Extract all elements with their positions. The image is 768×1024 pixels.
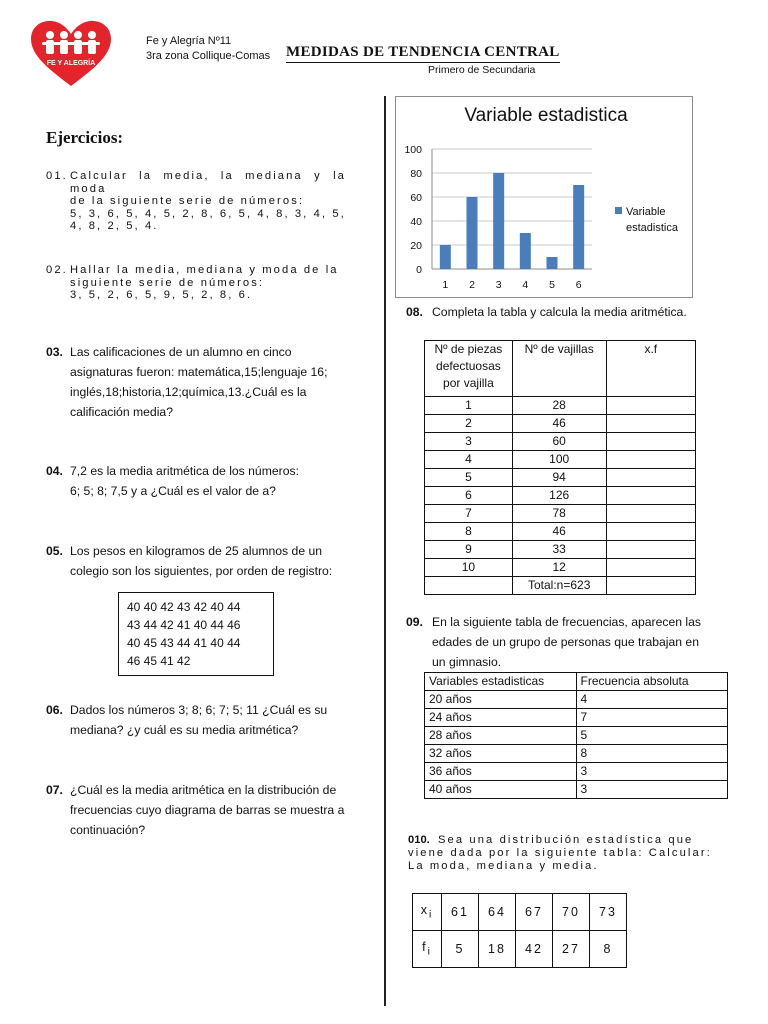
table-cell: 24 años: [425, 709, 577, 727]
section-title: Ejercicios:: [46, 128, 124, 147]
exercise-line: 6; 5; 8; 7,5 y a ¿Cuál es el valor de a?: [70, 484, 276, 498]
bar: [520, 233, 531, 269]
table-cell: 64: [479, 894, 516, 931]
exercise-line: un gimnasio.: [432, 655, 502, 669]
page-title: MEDIDAS DE TENDENCIA CENTRAL: [286, 44, 560, 63]
table-row: [425, 541, 696, 559]
table-row: [425, 469, 696, 487]
exercise-line: mediana? ¿y cuál es su media aritmética?: [70, 723, 299, 737]
bar: [467, 197, 478, 269]
table-cell: 27: [553, 931, 590, 968]
exercise-line: Calcular la media, la mediana y la moda: [70, 170, 346, 195]
exercise-line: colegio son los siguientes, por orden de registro:: [70, 564, 333, 578]
exercise-line: 7,2 es la media aritmética de los números:: [70, 464, 299, 478]
table-cell: 3: [425, 433, 513, 451]
exercise-line: Hallar la media, mediana y moda de la: [70, 264, 339, 276]
table-cell: 8: [425, 523, 513, 541]
column-header: Frecuencia absoluta: [576, 673, 728, 691]
exercise-line: Dados los números 3; 8; 6; 7; 5; 11 ¿Cuál es su: [70, 703, 328, 717]
table-cell: 4: [576, 691, 728, 709]
table-row: [425, 727, 728, 745]
table-cell: 20 años: [425, 691, 577, 709]
label-sub: i: [428, 909, 434, 921]
table-cell: 28: [512, 397, 606, 415]
x-tick-label: 6: [575, 279, 582, 291]
data-row: 40 40 42 43 42 40 44: [127, 600, 241, 614]
table-cell: 28 años: [425, 727, 577, 745]
exercise-line: La moda, mediana y media.: [408, 859, 599, 872]
table-header-row: [425, 673, 728, 691]
legend-label: Variable: [626, 206, 666, 218]
table-row: [425, 559, 696, 577]
exercise-line: ¿Cuál es la media aritmética en la distribución de: [70, 783, 337, 797]
table-header-row: [425, 341, 696, 397]
table-cell: 33: [512, 541, 606, 559]
table-cell[interactable]: [606, 433, 695, 451]
table-cell: 9: [425, 541, 513, 559]
exercise-line: Las calificaciones de un alumno en cinco: [70, 345, 292, 359]
table-cell: 8: [590, 931, 627, 968]
table-cell: 94: [512, 469, 606, 487]
table-cell: 32 años: [425, 745, 577, 763]
x-tick-label: 2: [469, 279, 475, 291]
y-tick-label: 100: [404, 144, 422, 156]
header-line: x.f: [644, 342, 658, 356]
table-cell: 67: [516, 894, 553, 931]
exercise-line: edades de un grupo de personas que trabajan en: [432, 635, 699, 649]
y-tick-label: 20: [410, 240, 422, 252]
column-header: [606, 341, 695, 397]
exercise-line: Sea una distribución estadística que: [438, 834, 694, 846]
table-cell: 3: [576, 763, 728, 781]
exercise-number: 05.: [46, 544, 63, 558]
table-cell: 18: [479, 931, 516, 968]
label-x: x: [420, 903, 429, 918]
exercise-line: de la siguiente serie de números:: [70, 195, 305, 207]
table-row: [425, 745, 728, 763]
table-cell: 7: [425, 505, 513, 523]
table-cell: 126: [512, 487, 606, 505]
exercise-line: 3, 5, 2, 6, 5, 9, 5, 2, 8, 6.: [70, 289, 253, 301]
header-line: Nº de piezas: [434, 342, 503, 356]
column-header: [425, 341, 513, 397]
column-divider: [384, 96, 386, 1006]
data-row: 43 44 42 41 40 44 46: [127, 618, 241, 632]
table-row: [425, 415, 696, 433]
data-row: 40 45 43 44 41 40 44: [127, 636, 241, 650]
total-cell: Total:n=623: [512, 577, 606, 595]
table-cell: 8: [576, 745, 728, 763]
bar: [547, 257, 558, 269]
bar-chart: [396, 97, 692, 297]
table-cell: 61: [442, 894, 479, 931]
exercise-number: 09.: [406, 615, 423, 629]
table-row-x: [413, 894, 627, 931]
chart-title: Variable estadistica: [464, 105, 628, 126]
exercise-number: 02.: [46, 264, 68, 276]
exercise-number: 03.: [46, 345, 63, 359]
table-row: [425, 397, 696, 415]
table-cell: 7: [576, 709, 728, 727]
table-row: [425, 433, 696, 451]
exercise-line: continuación?: [70, 823, 146, 837]
table-cell: 46: [512, 415, 606, 433]
exercise-line: 5, 3, 6, 5, 4, 5, 2, 8, 6, 5, 4, 8, 3, 4, 5,: [70, 207, 346, 220]
table-cell[interactable]: [606, 415, 695, 433]
table-cell: 78: [512, 505, 606, 523]
school-name: Fe y Alegría Nº11: [146, 35, 232, 47]
exercise-line: frecuencias cuyo diagrama de barras se muestra a: [70, 803, 345, 817]
table-cell: [425, 577, 513, 595]
legend-label: estadistica: [626, 222, 678, 234]
table-cell[interactable]: [606, 559, 695, 577]
table-cell[interactable]: [606, 469, 695, 487]
table-cell: 70: [553, 894, 590, 931]
table-row: [425, 505, 696, 523]
table-cell: 3: [576, 781, 728, 799]
table-cell: 73: [590, 894, 627, 931]
table-cell[interactable]: [606, 451, 695, 469]
y-tick-label: 40: [410, 216, 422, 228]
bar-chart-frame: [395, 96, 693, 298]
table-cell: 10: [425, 559, 513, 577]
x-tick-label: 1: [442, 279, 449, 291]
y-tick-label: 0: [416, 264, 422, 276]
column-header: [512, 341, 606, 397]
table-row: [425, 487, 696, 505]
exercise-number: 01.: [46, 170, 68, 182]
table-row: [425, 763, 728, 781]
column-header: Variables estadisticas: [425, 673, 577, 691]
table-row-f: [413, 931, 627, 968]
distribution-table: [412, 893, 627, 968]
exercise-number: 010.: [408, 834, 430, 846]
header-line: defectuosas: [436, 359, 501, 373]
y-tick-label: 60: [410, 192, 422, 204]
exercise-line: Los pesos en kilogramos de 25 alumnos de un: [70, 544, 323, 558]
exercise-line: inglés,18;historia,12;química,13.¿Cuál es la: [70, 385, 307, 399]
school-info: [146, 34, 270, 64]
row-label: [413, 894, 442, 931]
table-cell: 42: [516, 931, 553, 968]
label-sub: i: [427, 946, 432, 958]
header-line: Nº de vajillas: [524, 342, 594, 356]
table-cell[interactable]: [606, 541, 695, 559]
table-cell: 5: [442, 931, 479, 968]
y-tick-label: 80: [410, 168, 422, 180]
table-row: [425, 523, 696, 541]
exercise-line: asignaturas fueron: matemática,15;lenguaje 16;: [70, 365, 328, 379]
table-cell[interactable]: [606, 505, 695, 523]
table-cell: 12: [512, 559, 606, 577]
table-cell: 40 años: [425, 781, 577, 799]
table-row: [425, 691, 728, 709]
logo-text: FE Y ALEGRÍA: [46, 60, 96, 67]
table-cell[interactable]: [606, 577, 695, 595]
bar: [493, 173, 504, 269]
pieces-table: [424, 340, 696, 595]
x-tick-label: 3: [495, 279, 502, 291]
data-row: 46 45 41 42: [127, 654, 191, 668]
table-cell[interactable]: [606, 487, 695, 505]
bar: [573, 185, 584, 269]
exercise-number: 04.: [46, 464, 63, 478]
table-cell[interactable]: [606, 397, 695, 415]
label-f: f: [422, 940, 428, 955]
table-cell: 6: [425, 487, 513, 505]
table-cell: 5: [425, 469, 513, 487]
table-cell: 100: [512, 451, 606, 469]
exercise-number: 06.: [46, 703, 63, 717]
row-label: [413, 931, 442, 968]
table-cell: 36 años: [425, 763, 577, 781]
exercise-number: 08.: [406, 305, 423, 319]
table-row: [425, 709, 728, 727]
table-cell: 4: [425, 451, 513, 469]
bar: [440, 245, 451, 269]
weights-data-box: [118, 592, 274, 676]
exercise-line: En la siguiente tabla de frecuencias, aparecen las: [432, 615, 701, 629]
exercise-line: Completa la tabla y calcula la media aritmética.: [432, 305, 687, 319]
exercise-line: 4, 8, 2, 5, 4.: [70, 220, 159, 232]
legend-swatch: [615, 207, 622, 214]
table-total-row: [425, 577, 696, 595]
table-cell: 1: [425, 397, 513, 415]
table-cell: 46: [512, 523, 606, 541]
table-row: [425, 451, 696, 469]
table-row: [425, 781, 728, 799]
x-tick-label: 4: [522, 279, 529, 291]
school-zone: 3ra zona Collique-Comas: [146, 50, 271, 62]
x-tick-label: 5: [549, 279, 555, 291]
exercise-line: siguiente serie de números:: [70, 276, 265, 289]
header-line: por vajilla: [443, 376, 494, 390]
exercise-line: viene dada por la siguiente tabla: Calcular:: [408, 847, 712, 859]
fe-y-alegria-logo: [30, 20, 112, 88]
table-cell: 5: [576, 727, 728, 745]
ages-frequency-table: [424, 672, 728, 799]
exercise-number: 07.: [46, 783, 63, 797]
page-subtitle: Primero de Secundaria: [428, 64, 536, 76]
table-cell: 60: [512, 433, 606, 451]
table-cell: 2: [425, 415, 513, 433]
exercise-line: calificación media?: [70, 405, 173, 419]
table-cell[interactable]: [606, 523, 695, 541]
